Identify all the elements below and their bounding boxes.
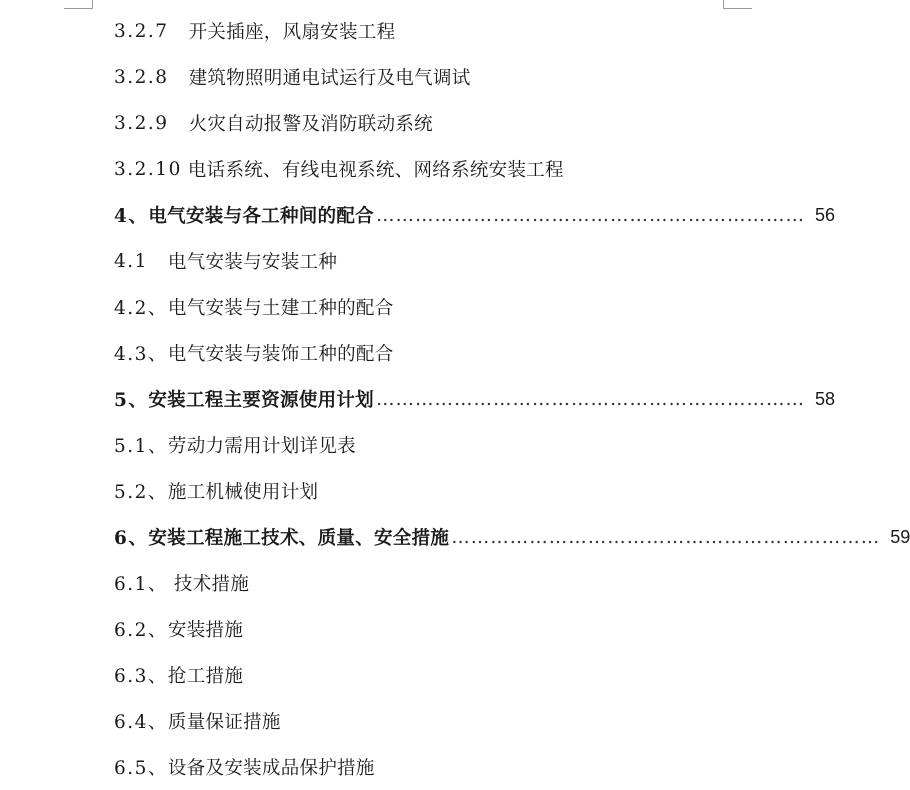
toc-number: 4、 (114, 206, 149, 227)
toc-title: 设备及安装成品保护措施 (167, 758, 375, 779)
toc-entry-section-5[interactable] (114, 376, 836, 422)
toc-entry-4-1[interactable] (114, 238, 686, 284)
toc-number: 6.4、 (114, 712, 168, 733)
toc-number: 4.2、 (114, 298, 168, 319)
toc-title: 火灾自动报警及消防联动系统 (188, 114, 433, 135)
toc-title: 电气安装与土建工种的配合 (167, 298, 394, 319)
toc-number: 3.2.9 (114, 112, 169, 134)
toc-page-number: 58 (814, 388, 836, 409)
toc-number: 3.2.8 (114, 66, 169, 88)
toc-entry-4-3[interactable] (114, 330, 686, 376)
toc-number: 5、 (114, 390, 149, 411)
toc-page-number: 56 (814, 204, 836, 225)
toc-entry-4-2[interactable] (114, 284, 686, 330)
toc-number: 3.2.7 (114, 20, 169, 42)
toc-entry-6-1[interactable] (114, 560, 686, 606)
toc-entry-5-1[interactable] (114, 422, 686, 468)
toc-title: 抢工措施 (167, 666, 244, 687)
toc-entry-3-2-8[interactable] (114, 54, 686, 100)
toc-entry-6-3[interactable] (114, 652, 686, 698)
page-corner-mark-right (723, 0, 752, 9)
toc-entry-5-2[interactable] (114, 468, 686, 514)
toc-number: 4.1 (114, 250, 148, 272)
toc-title: 开关插座，风扇安装工程 (188, 22, 396, 43)
toc-leader-dots: ………………………………………………………… (375, 388, 805, 410)
toc-entry-3-2-7[interactable] (114, 8, 686, 54)
toc-title: 建筑物照明通电试运行及电气调试 (188, 68, 471, 89)
toc-title: 劳动力需用计划详见表 (167, 436, 356, 457)
page-corner-mark-left (64, 0, 93, 9)
toc-number: 5.1、 (114, 436, 168, 457)
toc-title: 电气安装与装饰工种的配合 (167, 344, 394, 365)
toc-number: 5.2、 (114, 482, 168, 503)
toc-entry-section-6[interactable] (114, 514, 910, 560)
toc-title: 安装工程施工技术、质量、安全措施 (148, 528, 450, 549)
toc-number: 3.2.10 (114, 158, 182, 180)
toc-number: 6.2、 (114, 620, 168, 641)
toc-entry-section-4[interactable] (114, 192, 836, 238)
toc-number: 6.3、 (114, 666, 168, 687)
toc-entry-3-2-10[interactable] (114, 146, 686, 192)
toc-entry-6-4[interactable] (114, 698, 686, 744)
toc-number: 6.1、 (114, 574, 168, 595)
toc-title: 电气安装与安装工种 (167, 252, 338, 273)
toc-leader-dots: ………………………………………………………… (375, 204, 805, 226)
toc-title: 电气安装与各工种间的配合 (148, 206, 374, 227)
toc-leader-dots: ………………………………………………………… (451, 526, 881, 548)
toc-page-number: 59 (890, 526, 910, 547)
toc-title: 施工机械使用计划 (167, 482, 319, 503)
toc-number: 4.3、 (114, 344, 168, 365)
toc-number: 6.5、 (114, 758, 168, 779)
table-of-contents (114, 8, 910, 790)
toc-entry-6-5[interactable] (114, 744, 686, 790)
toc-title: 电话系统、有线电视系统、网络系统安装工程 (187, 160, 564, 181)
toc-title: 技术措施 (173, 574, 250, 595)
toc-entry-6-2[interactable] (114, 606, 686, 652)
toc-entry-3-2-9[interactable] (114, 100, 686, 146)
toc-title: 质量保证措施 (167, 712, 281, 733)
toc-number: 6、 (114, 528, 149, 549)
toc-title: 安装工程主要资源使用计划 (148, 390, 374, 411)
toc-title: 安装措施 (167, 620, 244, 641)
